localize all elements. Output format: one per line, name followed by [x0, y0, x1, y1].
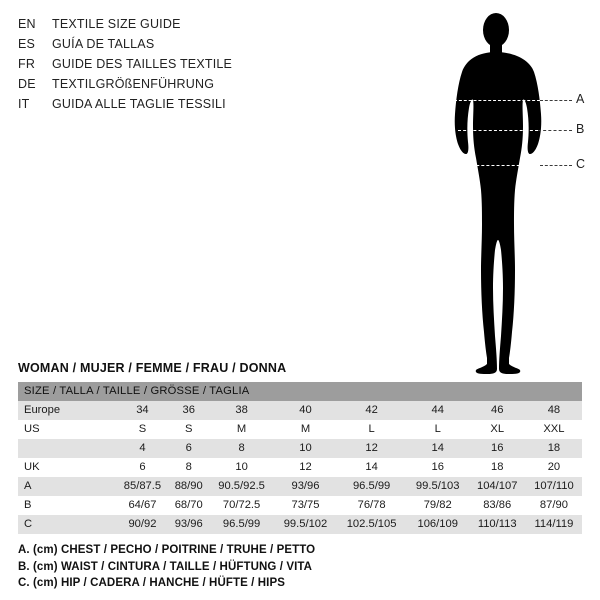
cell: 40	[275, 401, 337, 420]
cell: 10	[209, 458, 275, 477]
language-code: ES	[18, 37, 36, 51]
cell: 36	[169, 401, 209, 420]
language-row	[18, 94, 348, 114]
measure-label-b: B	[576, 122, 585, 136]
language-code: DE	[18, 77, 36, 91]
row-label: B	[18, 496, 116, 515]
cell: 68/70	[169, 496, 209, 515]
measure-line-chest-outer	[540, 100, 572, 101]
cell: 93/96	[275, 477, 337, 496]
cell: 99.5/103	[407, 477, 469, 496]
cell: S	[169, 420, 209, 439]
cell: 18	[469, 458, 526, 477]
cell: L	[407, 420, 469, 439]
cell: M	[209, 420, 275, 439]
table-header-row	[18, 382, 582, 401]
cell: 87/90	[526, 496, 582, 515]
table-header-label: SIZE / TALLA / TAILLE / GRÖSSE / TAGLIA	[18, 382, 582, 401]
note-chest: A. (cm) CHEST / PECHO / POITRINE / TRUHE / PETTO	[18, 544, 316, 556]
row-label: Europe	[18, 401, 116, 420]
cell: 8	[209, 439, 275, 458]
cell: L	[336, 420, 407, 439]
cell: 99.5/102	[275, 515, 337, 534]
cell: 44	[407, 401, 469, 420]
cell: 64/67	[116, 496, 169, 515]
table-row	[18, 458, 582, 477]
table-row	[18, 496, 582, 515]
cell: 83/86	[469, 496, 526, 515]
measure-line-waist-inner	[458, 130, 538, 131]
table-row	[18, 420, 582, 439]
cell: 12	[336, 439, 407, 458]
cell: 107/110	[526, 477, 582, 496]
cell: 114/119	[526, 515, 582, 534]
measurement-notes	[18, 542, 578, 592]
row-label: A	[18, 477, 116, 496]
silhouette-icon	[400, 8, 590, 378]
cell: 76/78	[336, 496, 407, 515]
section-title-woman: WOMAN / MUJER / FEMME / FRAU / DONNA	[18, 361, 287, 375]
cell: 14	[336, 458, 407, 477]
cell: 38	[209, 401, 275, 420]
language-title: GUIDE DES TAILLES TEXTILE	[52, 57, 233, 71]
cell: 96.5/99	[336, 477, 407, 496]
measure-line-waist-outer	[538, 130, 572, 131]
cell: M	[275, 420, 337, 439]
language-code: EN	[18, 17, 36, 31]
language-row	[18, 34, 348, 54]
cell: 6	[169, 439, 209, 458]
measure-line-hip-inner	[456, 165, 540, 166]
table-row	[18, 515, 582, 534]
cell: 48	[526, 401, 582, 420]
cell: S	[116, 420, 169, 439]
cell: 12	[275, 458, 337, 477]
cell: 18	[526, 439, 582, 458]
cell: 16	[407, 458, 469, 477]
cell: 79/82	[407, 496, 469, 515]
table-row	[18, 477, 582, 496]
note-hip: C. (cm) HIP / CADERA / HANCHE / HÜFTE / HIPS	[18, 577, 286, 589]
cell: 8	[169, 458, 209, 477]
cell: 90/92	[116, 515, 169, 534]
row-label	[18, 439, 116, 458]
row-label: UK	[18, 458, 116, 477]
language-code: FR	[18, 57, 36, 71]
cell: 14	[407, 439, 469, 458]
language-title: TEXTILGRÖßENFÜHRUNG	[52, 77, 215, 91]
cell: XXL	[526, 420, 582, 439]
measure-line-chest-inner	[454, 100, 540, 101]
row-label: C	[18, 515, 116, 534]
cell: 110/113	[469, 515, 526, 534]
measure-label-c: C	[576, 157, 586, 171]
language-title-list	[18, 14, 348, 114]
note-waist: B. (cm) WAIST / CINTURA / TAILLE / HÜFTUNG / VITA	[18, 560, 313, 573]
row-label: US	[18, 420, 116, 439]
cell: 70/72.5	[209, 496, 275, 515]
cell: 20	[526, 458, 582, 477]
language-title: GUÍA DE TALLAS	[52, 37, 155, 51]
language-code: IT	[18, 97, 30, 111]
language-row	[18, 74, 348, 94]
female-silhouette-figure	[400, 8, 590, 378]
cell: 90.5/92.5	[209, 477, 275, 496]
cell: 104/107	[469, 477, 526, 496]
language-row	[18, 54, 348, 74]
cell: 88/90	[169, 477, 209, 496]
language-title: TEXTILE SIZE GUIDE	[52, 17, 181, 31]
cell: 85/87.5	[116, 477, 169, 496]
cell: 10	[275, 439, 337, 458]
cell: 106/109	[407, 515, 469, 534]
table-row	[18, 439, 582, 458]
cell: 93/96	[169, 515, 209, 534]
language-title: GUIDA ALLE TAGLIE TESSILI	[52, 97, 226, 111]
cell: 42	[336, 401, 407, 420]
table-row	[18, 401, 582, 420]
cell: 6	[116, 458, 169, 477]
measure-label-a: A	[576, 92, 585, 106]
cell: 96.5/99	[209, 515, 275, 534]
size-table	[18, 382, 582, 534]
language-row	[18, 14, 348, 34]
measure-line-hip-outer	[540, 165, 572, 166]
cell: 46	[469, 401, 526, 420]
cell: 4	[116, 439, 169, 458]
cell: 102.5/105	[336, 515, 407, 534]
cell: XL	[469, 420, 526, 439]
cell: 16	[469, 439, 526, 458]
cell: 34	[116, 401, 169, 420]
cell: 73/75	[275, 496, 337, 515]
